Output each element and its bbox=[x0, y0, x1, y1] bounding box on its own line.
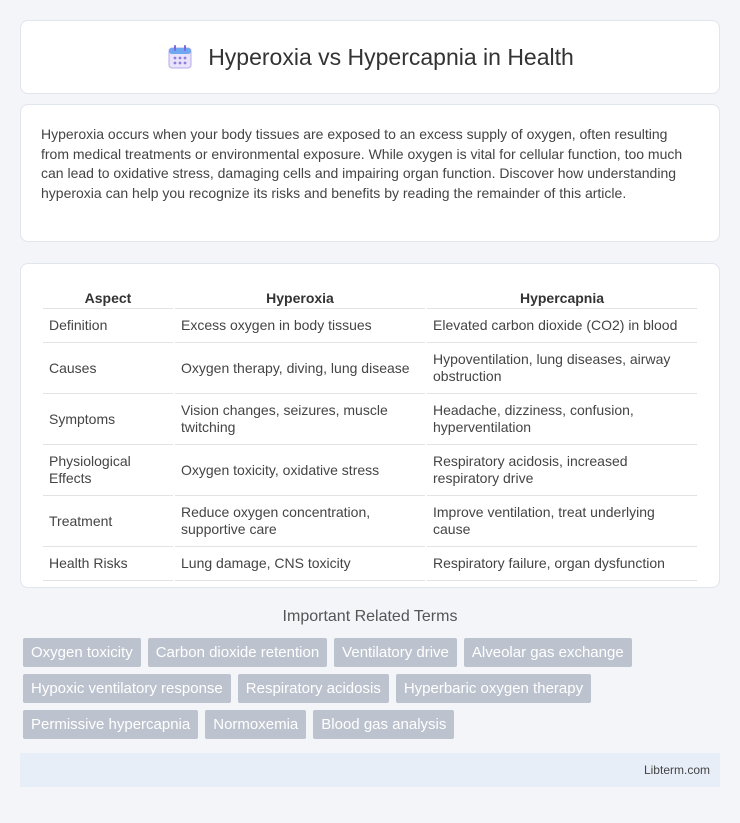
table-cell: Lung damage, CNS toxicity bbox=[175, 547, 425, 581]
footer-brand-link[interactable]: Libterm.com bbox=[643, 763, 710, 777]
table-cell: Hypoventilation, lung diseases, airway obstruction bbox=[427, 343, 697, 394]
footer bbox=[20, 753, 720, 787]
table-cell: Treatment bbox=[43, 496, 173, 547]
calendar-icon bbox=[166, 43, 194, 71]
table-cell: Improve ventilation, treat underlying cause bbox=[427, 496, 697, 547]
table-cell: Headache, dizziness, confusion, hyperventilation bbox=[427, 394, 697, 445]
table-cell: Respiratory acidosis, increased respiratory drive bbox=[427, 445, 697, 496]
column-header-hyperoxia: Hyperoxia bbox=[175, 284, 425, 309]
table-cell: Causes bbox=[43, 343, 173, 394]
related-terms-title: Important Related Terms bbox=[282, 608, 458, 625]
table-cell: Reduce oxygen concentration, supportive care bbox=[175, 496, 425, 547]
page-header bbox=[20, 20, 720, 94]
table-row bbox=[43, 547, 697, 581]
tag-ventilatory-drive[interactable]: Ventilatory drive bbox=[334, 638, 457, 667]
table-row bbox=[43, 496, 697, 547]
comparison-table bbox=[41, 284, 699, 581]
table-cell: Excess oxygen in body tissues bbox=[175, 309, 425, 343]
table-row bbox=[43, 309, 697, 343]
table-cell: Definition bbox=[43, 309, 173, 343]
tag-hyperbaric-oxygen-therapy[interactable]: Hyperbaric oxygen therapy bbox=[396, 674, 591, 703]
table-cell: Oxygen therapy, diving, lung disease bbox=[175, 343, 425, 394]
table-row bbox=[43, 394, 697, 445]
intro-text: Hyperoxia occurs when your body tissues are exposed to an excess supply of oxygen, often resulting from medical treatments or environmental exposure. While oxygen is vital for cellular function, too much can lead to oxidative stress, damaging cells and impairing organ function. Discover how understanding hyperoxia can help you recognize its risks and benefits by reading the remainder of this article. bbox=[41, 126, 683, 201]
tag-hypoxic-ventilatory-response[interactable]: Hypoxic ventilatory response bbox=[23, 674, 231, 703]
table-header-row bbox=[43, 284, 697, 309]
table-cell: Symptoms bbox=[43, 394, 173, 445]
table-cell: Vision changes, seizures, muscle twitching bbox=[175, 394, 425, 445]
tag-respiratory-acidosis[interactable]: Respiratory acidosis bbox=[238, 674, 389, 703]
tag-alveolar-gas-exchange[interactable]: Alveolar gas exchange bbox=[464, 638, 632, 667]
page-title: Hyperoxia vs Hypercapnia in Health bbox=[208, 43, 574, 70]
column-header-aspect: Aspect bbox=[43, 284, 173, 309]
table-cell: Elevated carbon dioxide (CO2) in blood bbox=[427, 309, 697, 343]
table-cell: Oxygen toxicity, oxidative stress bbox=[175, 445, 425, 496]
tag-carbon-dioxide-retention[interactable]: Carbon dioxide retention bbox=[148, 638, 327, 667]
table-cell: Health Risks bbox=[43, 547, 173, 581]
related-terms-list bbox=[20, 638, 720, 739]
intro-card bbox=[20, 104, 720, 242]
table-cell: Respiratory failure, organ dysfunction bbox=[427, 547, 697, 581]
table-row bbox=[43, 343, 697, 394]
tag-blood-gas-analysis[interactable]: Blood gas analysis bbox=[313, 710, 454, 739]
tag-permissive-hypercapnia[interactable]: Permissive hypercapnia bbox=[23, 710, 198, 739]
column-header-hypercapnia: Hypercapnia bbox=[427, 284, 697, 309]
tag-normoxemia[interactable]: Normoxemia bbox=[205, 710, 306, 739]
comparison-card bbox=[20, 263, 720, 588]
table-cell: Physiological Effects bbox=[43, 445, 173, 496]
table-row bbox=[43, 445, 697, 496]
tag-oxygen-toxicity[interactable]: Oxygen toxicity bbox=[23, 638, 141, 667]
